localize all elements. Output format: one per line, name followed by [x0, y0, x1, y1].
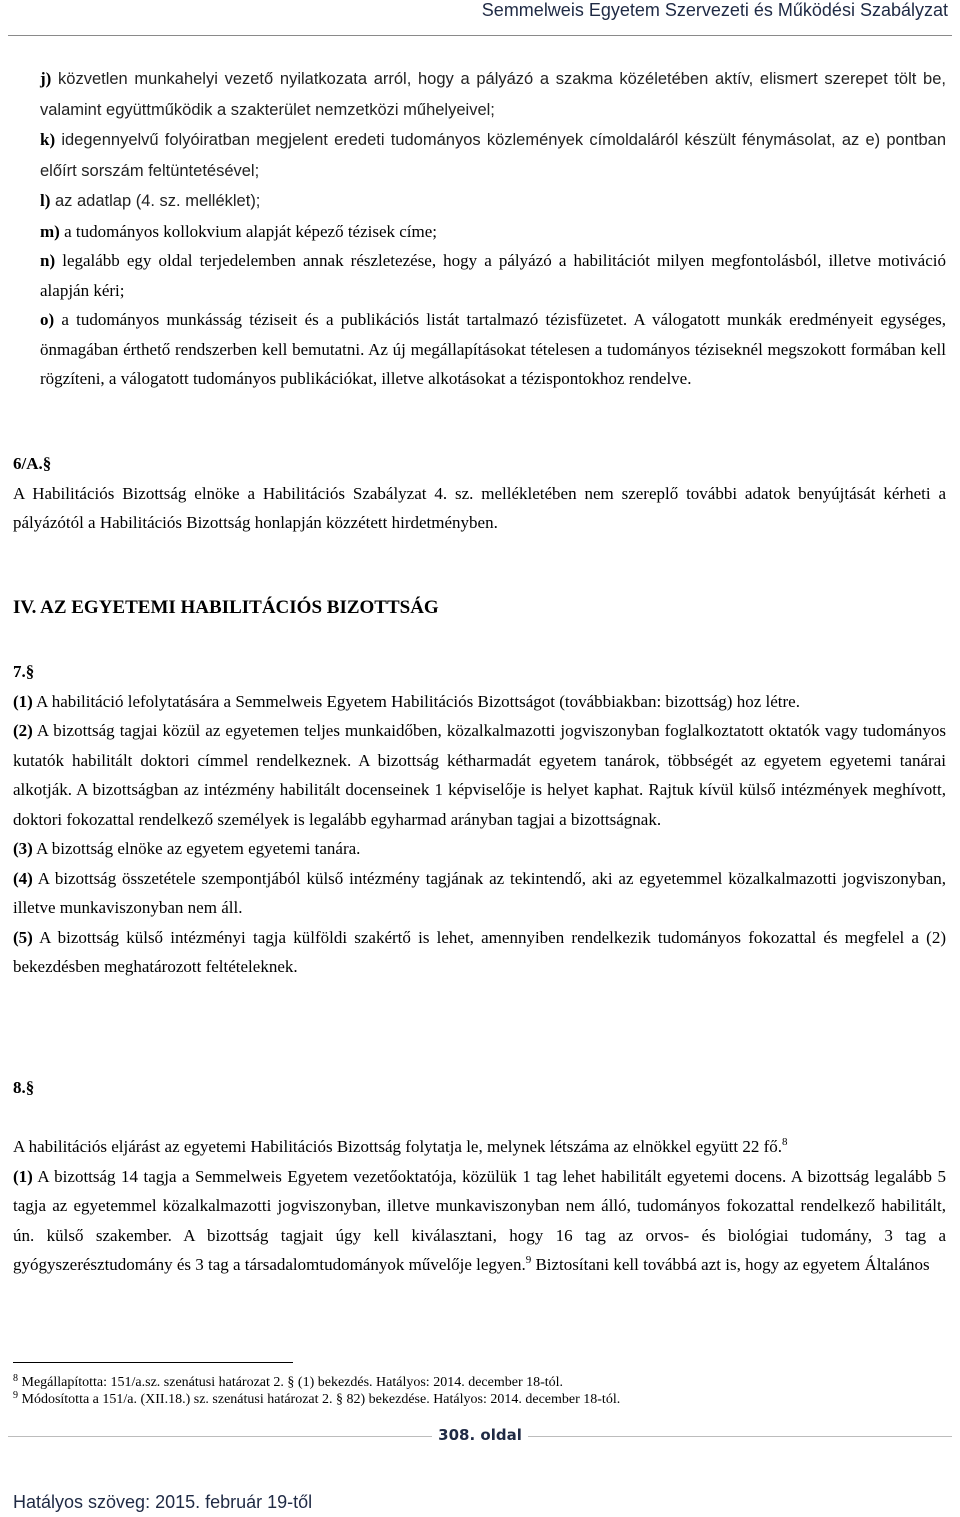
list-item [40, 246, 946, 305]
list-item-text: a tudományos kollokvium alapját képező tézisek címe; [59, 221, 438, 241]
validity-note: Hatályos szöveg: 2015. február 19-től [13, 1492, 313, 1512]
list-item-marker: m) [40, 221, 60, 241]
footnote [13, 1391, 946, 1408]
footnote-number: 8 [13, 1373, 18, 1384]
section-paragraph [13, 1162, 946, 1280]
paragraph-text: A habilitáció lefolytatására a Semmelweis Egyetem Habilitációs Bizottságot (továbbiakban: bizottság) hoz létre. [32, 691, 800, 711]
section-paragraph [13, 834, 946, 864]
section-paragraph [13, 923, 946, 982]
section-6a [13, 449, 946, 538]
footnote-text: Módosította a 151/a. (XII.18.) sz. szenátusi határozat 2. § 82) bekezdése. Hatályos: 2014. december 18-tól. [18, 1392, 621, 1407]
list-item-text: közvetlen munkahelyi vezető nyilatkozata arról, hogy a pályázó a szakma közéletében aktív, elismert szerepet tölt be, valamint együttműködik a szakterület nemzetközi műhelyeivel; [40, 70, 946, 119]
paragraph-text: A bizottság külső intézményi tagja külföldi szakértő is lehet, amennyiben rendelkezik tudományos fokozattal és megfelel a (2) bekezdésben meghatározott feltételeknek. [13, 927, 946, 976]
paragraph-text: Biztosítani kell továbbá azt is, hogy az egyetem Általános [531, 1255, 930, 1274]
paragraph-number: (2) [13, 721, 33, 740]
footnote-reference[interactable]: 8 [782, 1136, 788, 1148]
list-item-marker: k) [40, 130, 56, 149]
paragraph-number: (4) [13, 868, 33, 888]
running-header: Semmelweis Egyetem Szervezeti és Működési Szabályzat [481, 0, 948, 20]
paragraph-number: (3) [13, 839, 33, 858]
list-item-marker: j) [40, 69, 52, 88]
list-item [40, 305, 946, 394]
list-item-marker: o) [40, 310, 55, 329]
chapter-title: IV. AZ EGYETEMI HABILITÁCIÓS BIZOTTSÁG [13, 597, 439, 618]
paragraph-text: A bizottság tagjai közül az egyetemen teljes munkaidőben, közalkalmazotti jogviszonyban foglalkoztatott oktatók vagy tudományos kutatók habilitált doktori címmel rendelkeznek. A bizottság kétharmadát egyetem tanárok, többségét az egyetem egyetemi tanárai alkotják. A bizottságban az intézmény habilitált docenseinek 1 képviselője is helyet kaphat. Rajtuk kívül külső intézmények meghívott, doktori fokozattal rendelkező személyek is legalább egyharmad arányban tagjai a bizottságnak. [13, 721, 946, 829]
section-heading: 8.§ [13, 1078, 35, 1097]
section-paragraph [13, 687, 946, 717]
section-heading: 6/A.§ [13, 454, 52, 473]
list-item [40, 186, 946, 217]
section-paragraph [13, 716, 946, 834]
page-number [0, 1426, 960, 1445]
footnote-divider [13, 1362, 293, 1363]
footnotes [13, 1374, 946, 1408]
section-paragraph [13, 1132, 946, 1162]
list-item-text: legalább egy oldal terjedelemben annak részletezése, hogy a pályázó a habilitációt milyen megfontolásból, illetve motiváció alapján kéri; [40, 251, 946, 300]
paragraph-text: A habilitációs eljárást az egyetemi Habilitációs Bizottság folytatja le, melynek létszáma az elnökkel együtt 22 fő. [13, 1137, 782, 1156]
paragraph-text: A bizottság elnöke az egyetem egyetemi tanára. [32, 839, 361, 858]
paragraph-number: (5) [13, 927, 33, 947]
footnote-number: 9 [13, 1390, 18, 1401]
attachment-list [40, 64, 946, 394]
list-item [40, 64, 946, 125]
list-item-marker: l) [40, 191, 51, 210]
footnote-reference[interactable]: 9 [525, 1254, 532, 1266]
paragraph-text: A bizottság 14 tagja a Semmelweis Egyetem vezetőoktatója, közülük 1 tag lehet habilitált egyetemi docens. A bizottság legalább 5 tagja az egyetemmel közalkalmazotti jogviszonyban, illetve munkaviszonyban nem álló, tudományos fokozattal rendelkező habilitált, ún. külső szakember. A bizottság tagjait úgy kell kiválasztani, hogy 16 tag az orvos- és biológiai tudomány, 3 tag a gyógyszerésztudomány és 3 tag a társadalomtudományok művelője legyen. [13, 1166, 946, 1274]
footnote [13, 1374, 946, 1391]
paragraph-number: (1) [13, 1166, 33, 1186]
section-paragraph: A Habilitációs Bizottság elnöke a Habilitációs Szabályzat 4. sz. mellékletében nem szereplő további adatok benyújtását kérheti a pályázótól a Habilitációs Bizottság honlapján közzétett hirdetményben. [13, 483, 946, 532]
page-number-label: 308. oldal [432, 1426, 528, 1444]
list-item-text: az adatlap (4. sz. melléklet); [50, 192, 261, 210]
list-item [40, 217, 946, 247]
section-7 [13, 657, 946, 982]
section-heading: 7.§ [13, 662, 35, 681]
footnote-text: Megállapította: 151/a.sz. szenátusi határozat 2. § (1) bekezdés. Hatályos: 2014. december 18-tól. [18, 1375, 564, 1390]
section-8 [13, 1132, 946, 1280]
list-item-marker: n) [40, 251, 56, 270]
list-item [40, 125, 946, 186]
list-item-text: a tudományos munkásság téziseit és a publikációs listát tartalmazó tézisfüzetet. A válogatott munkák eredményeit egységes, önmagában érthető rendszerben kell bemutatni. Az új megállapításokat tételesen a tudományos téziseknél megszokott formában kell rögzíteni, a válogatott tudományos publikációkat, illetve alkotásokat a tézispontokhoz rendelve. [40, 310, 946, 388]
header-divider [8, 35, 952, 36]
paragraph-text: A bizottság összetétele szempontjából külső intézmény tagjának az tekintendő, aki az egyetemmel közalkalmazotti jogviszonyban, illetve munkaviszonyban nem áll. [13, 868, 946, 917]
section-paragraph [13, 864, 946, 923]
list-item-text: idegennyelvű folyóiratban megjelent eredeti tudományos közlemények címoldaláról készült fénymásolat, az e) pontban előírt sorszám feltüntetésével; [40, 131, 946, 180]
paragraph-number: (1) [13, 691, 33, 711]
